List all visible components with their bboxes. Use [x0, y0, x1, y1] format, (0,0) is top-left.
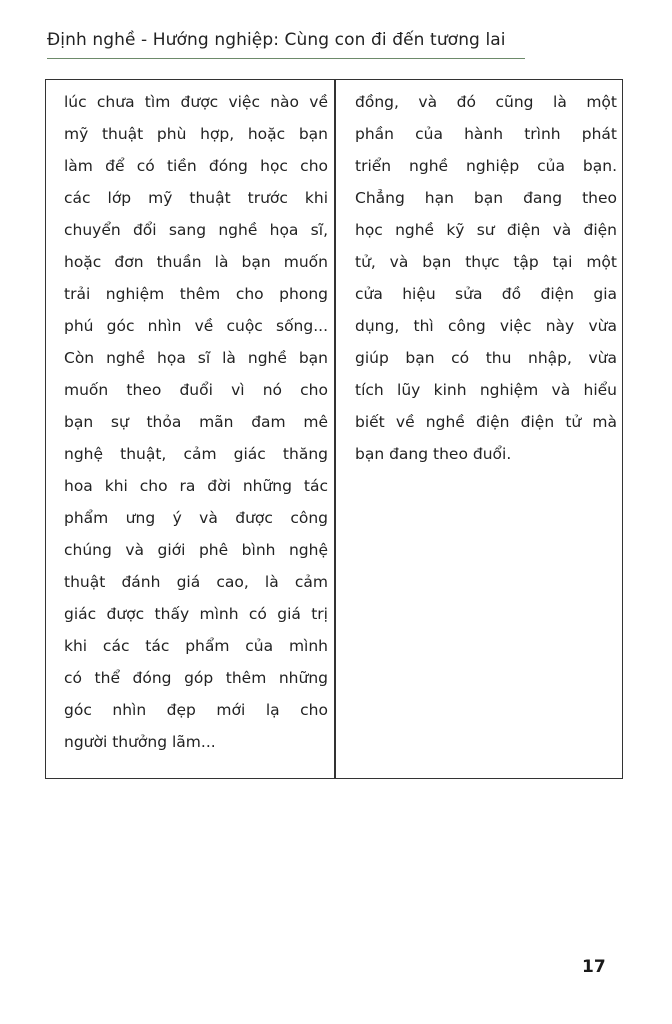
text-line: góc nhìn đẹp mới lạ cho [64, 701, 328, 719]
text-line: giác được thấy mình có giá trị [64, 605, 328, 623]
text-line: chuyển đổi sang nghề họa sĩ, [64, 221, 328, 239]
two-column-table [45, 79, 623, 779]
text-line: muốn theo đuổi vì nó cho [64, 381, 328, 399]
running-header: Định nghề - Hướng nghiệp: Cùng con đi đến tương lai [47, 30, 506, 50]
text-line: phú góc nhìn về cuộc sống... [64, 317, 328, 335]
text-line: làm để có tiền đóng học cho [64, 157, 328, 175]
text-line: Còn nghề họa sĩ là nghề bạn [64, 349, 328, 367]
text-line: phần của hành trình phát [355, 125, 617, 143]
text-line: tử, và bạn thực tập tại một [355, 253, 617, 271]
text-line: chúng và giới phê bình nghệ [64, 541, 328, 559]
text-line: đồng, và đó cũng là một [355, 93, 617, 111]
column-divider [334, 80, 336, 778]
text-line: người thưởng lãm... [64, 733, 216, 751]
text-line: biết về nghề điện điện tử mà [355, 413, 617, 431]
text-line: phẩm ưng ý và được công [64, 509, 328, 527]
text-line: khi các tác phẩm của mình [64, 637, 328, 655]
text-line: bạn đang theo đuổi. [355, 445, 512, 463]
text-line: mỹ thuật phù hợp, hoặc bạn [64, 125, 328, 143]
text-line: nghệ thuật, cảm giác thăng [64, 445, 328, 463]
left-column-text [64, 86, 328, 758]
text-line: tích lũy kinh nghiệm và hiểu [355, 381, 617, 399]
text-line: hoa khi cho ra đời những tác [64, 477, 328, 495]
text-line: trải nghiệm thêm cho phong [64, 285, 328, 303]
text-line: học nghề kỹ sư điện và điện [355, 221, 617, 239]
text-line: giúp bạn có thu nhập, vừa [355, 349, 617, 367]
right-column-text [355, 86, 617, 470]
text-line: Chẳng hạn bạn đang theo [355, 189, 617, 207]
text-line: lúc chưa tìm được việc nào về [64, 93, 328, 111]
text-line: triển nghề nghiệp của bạn. [355, 157, 617, 175]
text-line: cửa hiệu sửa đồ điện gia [355, 285, 617, 303]
text-line: các lớp mỹ thuật trước khi [64, 189, 328, 207]
text-line: dụng, thì công việc này vừa [355, 317, 617, 335]
text-line: hoặc đơn thuần là bạn muốn [64, 253, 328, 271]
page-number: 17 [582, 957, 606, 977]
text-line: bạn sự thỏa mãn đam mê [64, 413, 328, 431]
text-line: thuật đánh giá cao, là cảm [64, 573, 328, 591]
header-divider [47, 58, 525, 59]
text-line: có thể đóng góp thêm những [64, 669, 328, 687]
